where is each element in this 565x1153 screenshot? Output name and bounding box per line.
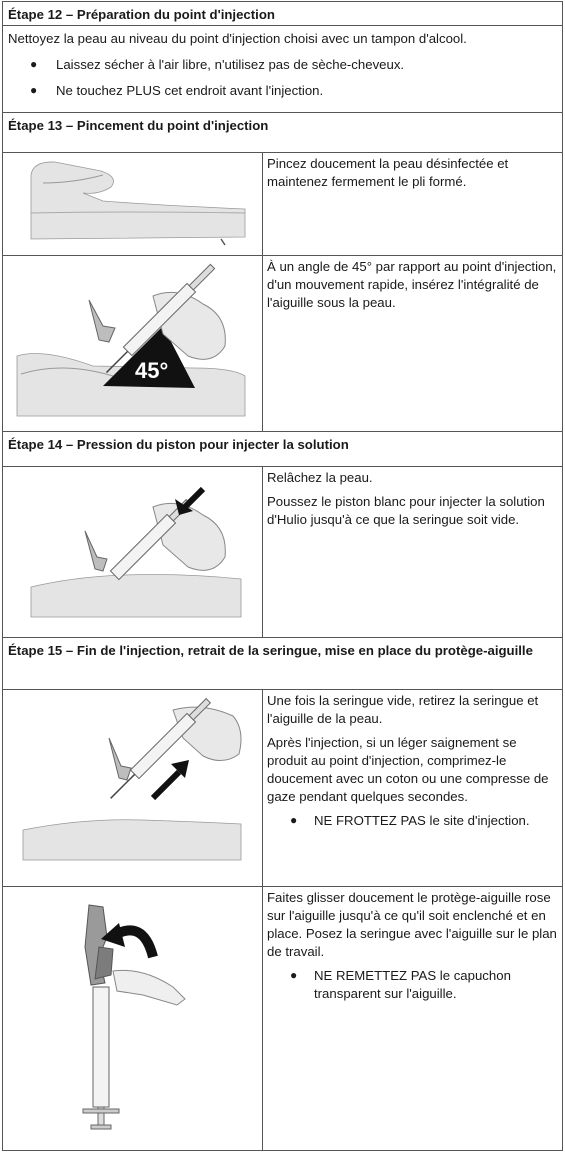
step12-intro: Nettoyez la peau au niveau du point d'injection choisi avec un tampon d'alcool.	[8, 31, 467, 46]
step15-row-2-bullet	[267, 967, 559, 1003]
step15-row-1-bullet	[267, 812, 559, 830]
step14-release-skin: Relâchez la peau.	[267, 470, 373, 485]
bullet-icon: ●	[290, 812, 298, 827]
step13-row-2	[3, 256, 562, 432]
step13-insert-instruction: À un angle de 45° par rapport au point d'injection, d'un mouvement rapide, insérez l'intégralité de l'aiguille sous la peau.	[267, 259, 557, 310]
step15-no-rub-text: NE FROTTEZ PAS le site d'injection.	[314, 812, 530, 828]
step12-bullet-1-text: Laissez sécher à l'air libre, n'utilisez pas de sèche-cheveux.	[56, 56, 405, 72]
needle-guard-illustration	[3, 887, 263, 1151]
step12-content	[3, 26, 562, 100]
step15-heading-row	[3, 638, 562, 690]
remove-syringe-illustration	[3, 690, 263, 886]
step13-row-1	[3, 153, 562, 256]
step14-heading-row	[3, 432, 562, 467]
bullet-icon: ●	[30, 82, 38, 97]
pinch-skin-illustration	[3, 153, 263, 255]
step15-row-1	[3, 690, 562, 887]
step13-heading: Étape 13 – Pincement du point d'injection	[8, 118, 269, 133]
step15-no-recap-text: NE REMETTEZ PAS le capuchon transparent sur l'aiguille.	[314, 967, 511, 1001]
step15-remove-syringe: Une fois la seringue vide, retirez la seringue et l'aiguille de la peau.	[267, 693, 539, 726]
step12-bullet-2	[8, 82, 557, 100]
step13-row-1-text	[267, 153, 559, 197]
step15-row-1-text	[267, 690, 559, 830]
step14-heading: Étape 14 – Pression du piston pour injecter la solution	[8, 437, 349, 452]
step15-bleeding-advice: Après l'injection, si un léger saignement se produit au point d'injection, comprimez-le doucement avec un coton ou une compresse de gaze pendant quelques secondes.	[267, 734, 549, 804]
step14-text	[267, 467, 559, 535]
insert-needle-illustration	[3, 256, 263, 431]
step15-row-2-text	[267, 887, 559, 1003]
step12-heading-row	[3, 2, 562, 26]
step15-heading: Étape 15 – Fin de l'injection, retrait de la seringue, mise en place du protège-aiguille	[8, 643, 533, 658]
bullet-icon: ●	[290, 967, 298, 982]
step15-row-2	[3, 887, 562, 1151]
step13-heading-row	[3, 113, 562, 153]
step12-bullet-2-text: Ne touchez PLUS cet endroit avant l'injection.	[56, 82, 324, 98]
step13-pinch-instruction: Pincez doucement la peau désinfectée et maintenez fermement le pli formé.	[267, 156, 509, 189]
push-plunger-illustration	[3, 467, 263, 637]
angle-label: 45°	[135, 358, 169, 383]
bullet-icon: ●	[30, 56, 38, 71]
step14-push-plunger: Poussez le piston blanc pour injecter la solution d'Hulio jusqu'à ce que la seringue soit vide.	[267, 493, 545, 527]
step14-row	[3, 467, 562, 638]
instruction-table	[2, 1, 563, 1151]
step12-heading: Étape 12 – Préparation du point d'injection	[8, 7, 275, 22]
step12-bullet-1	[8, 56, 557, 74]
step15-guard-instruction: Faites glisser doucement le protège-aiguille rose sur l'aiguille jusqu'à ce qu'il soit enclenché et en place. Posez la seringue avec l'aiguille sur le plan de travail.	[267, 890, 557, 959]
step13-row-2-text	[267, 256, 559, 318]
step12-content-row	[3, 26, 562, 113]
